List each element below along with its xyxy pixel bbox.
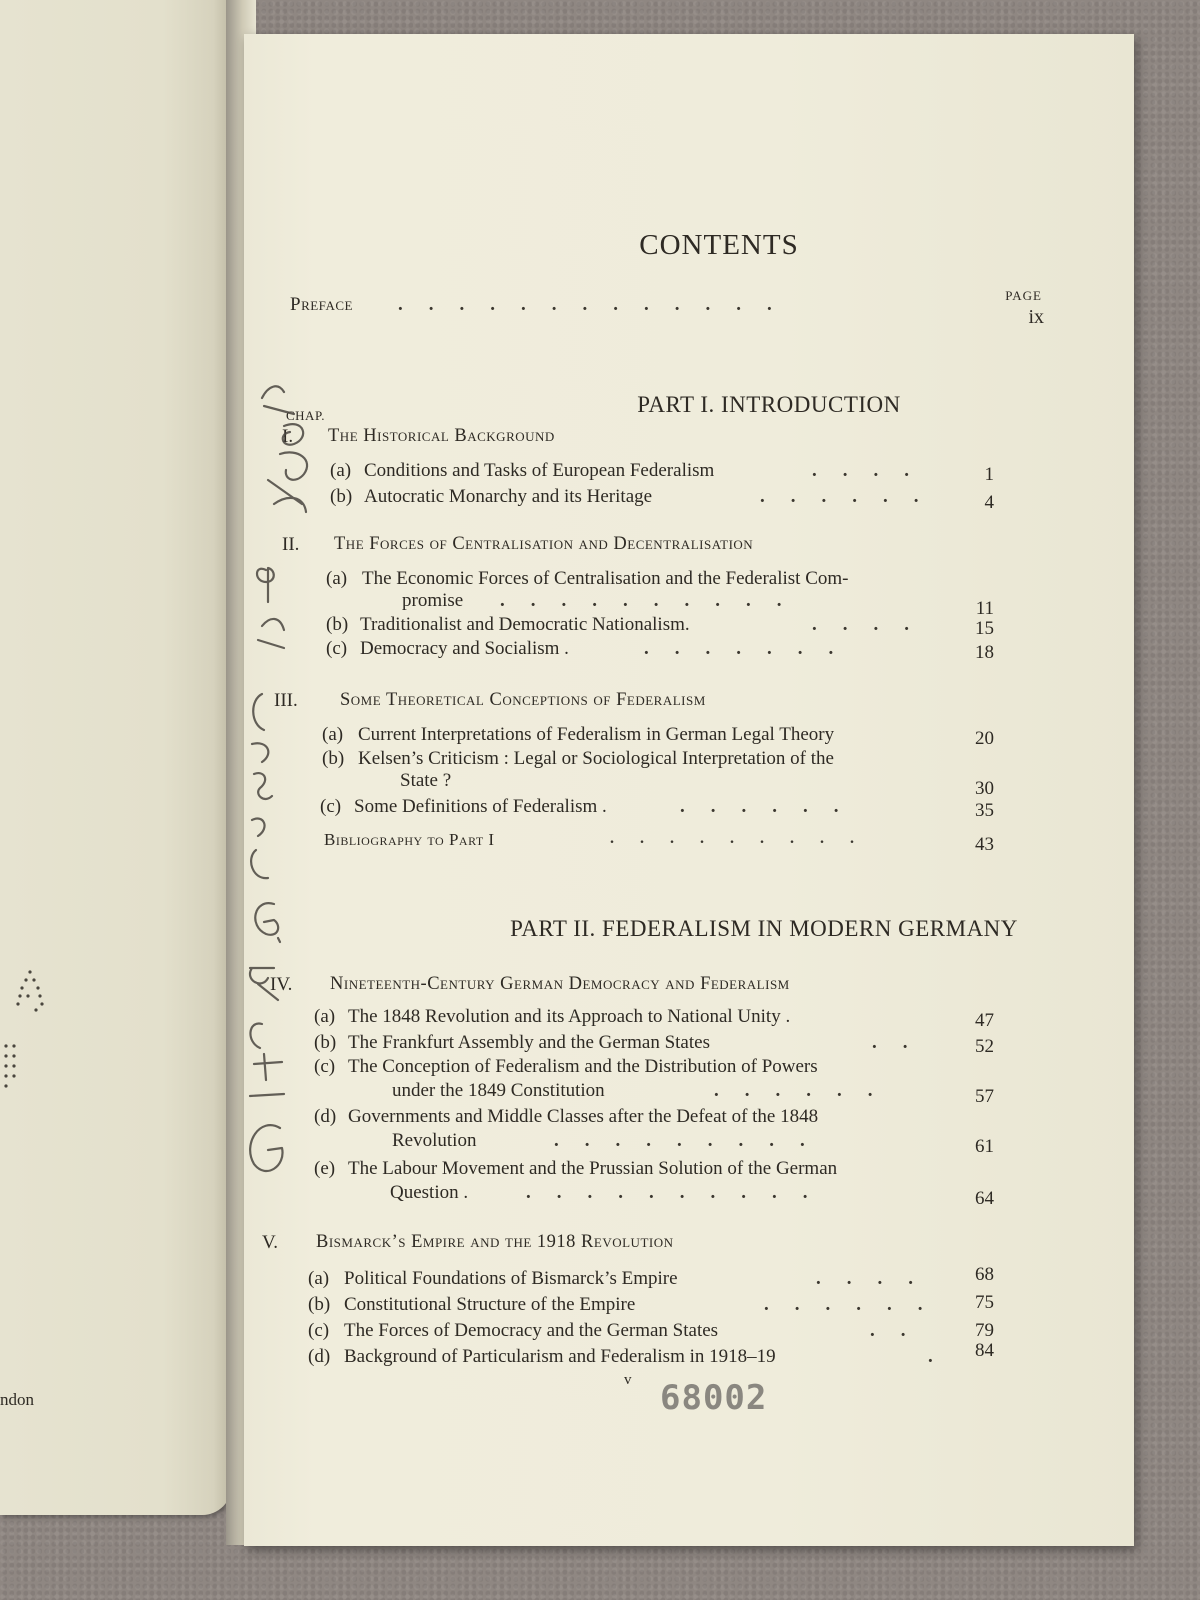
chapter-number: V. [262, 1232, 279, 1253]
leader-dots: ............. [398, 294, 798, 315]
left-page [0, 0, 232, 1515]
leader-dots: ...... [680, 796, 865, 817]
section-title-continuation: Revolution [392, 1130, 477, 1151]
section-letter: (a) [314, 1006, 336, 1027]
accession-stamp: 68002 [660, 1378, 768, 1418]
section-letter: (a) [308, 1268, 330, 1289]
chapter-title: Some Theoretical Conceptions of Federalism [340, 690, 706, 710]
section-title: The Labour Movement and the Prussian Solution of the German [348, 1158, 838, 1179]
part-2-heading: PART II. FEDERALISM IN MODERN GERMANY [510, 916, 1018, 941]
chapter-column-label: CHAP. [286, 408, 325, 423]
section-title: Kelsen’s Criticism : Legal or Sociological Interpretation of the [358, 748, 834, 769]
leader-dots: ...... [714, 1080, 899, 1101]
section-title: The Conception of Federalism and the Distribution of Powers [348, 1056, 818, 1077]
section-letter: (c) [320, 796, 342, 817]
section-title: Background of Particularism and Federalism in 1918–19 [344, 1346, 776, 1367]
chapter-title: The Forces of Centralisation and Decentralisation [334, 534, 754, 554]
section-title: Governments and Middle Classes after the Defeat of the 1848 [348, 1106, 819, 1127]
leader-dots: ...... [760, 486, 945, 507]
preface-label: Preface [290, 294, 353, 315]
section-letter: (c) [314, 1056, 336, 1077]
leader-dots: .... [812, 460, 935, 481]
section-letter: (c) [308, 1320, 330, 1341]
leader-dots: .... [812, 614, 935, 635]
section-letter: (b) [330, 486, 353, 507]
leader-dots: .... [816, 1268, 939, 1289]
section-title: Current Interpretations of Federalism in German Legal Theory [358, 724, 835, 745]
chapter-number: IV. [270, 974, 293, 995]
section-page-number: 52 [975, 1036, 994, 1057]
section-page-number: 68 [975, 1264, 994, 1285]
page-folio: v [624, 1372, 632, 1388]
section-title: Political Foundations of Bismarck’s Empire [344, 1268, 678, 1289]
section-title: The Forces of Democracy and the German States [344, 1320, 719, 1341]
section-title: The 1848 Revolution and its Approach to National Unity . [348, 1006, 791, 1027]
section-title: The Frankfurt Assembly and the German States [348, 1032, 710, 1053]
section-letter: (a) [326, 568, 348, 589]
section-title: Some Definitions of Federalism . [354, 796, 607, 817]
section-letter: (a) [330, 460, 352, 481]
section-letter: (d) [314, 1106, 337, 1127]
section-title: Conditions and Tasks of European Federalism [364, 460, 715, 481]
left-page-text-fragment: ndon [0, 1390, 34, 1409]
left-page-print-bleed [0, 968, 50, 1108]
section-page-number: 35 [975, 800, 994, 821]
section-page-number: 75 [975, 1292, 994, 1313]
chapter-number: I. [282, 426, 294, 447]
section-letter: (e) [314, 1158, 336, 1179]
section-title: Autocratic Monarchy and its Heritage [364, 486, 653, 507]
section-letter: (c) [326, 638, 348, 659]
leader-dots: ....... [644, 638, 860, 659]
chapter-title: The Historical Background [328, 426, 555, 446]
bibliography-entry [324, 830, 495, 850]
section-page-number: 84 [975, 1340, 994, 1361]
section-page-number: 61 [975, 1136, 994, 1157]
leader-dots: .. [872, 1032, 934, 1053]
section-title: Democracy and Socialism . [360, 638, 569, 659]
section-letter: (b) [322, 748, 345, 769]
section-title-continuation: promise [402, 590, 464, 611]
section-page-number: 15 [975, 618, 994, 639]
section-page-number: 30 [975, 778, 994, 799]
section-title: Traditionalist and Democratic Nationalism. [360, 614, 690, 635]
section-page-number: 47 [975, 1010, 994, 1031]
leader-dots: .......... [526, 1182, 834, 1203]
chapter-title: Nineteenth-Century German Democracy and Federalism [330, 974, 790, 994]
section-letter: (b) [326, 614, 349, 635]
section-page-number: 20 [975, 728, 994, 749]
section-page-number: 18 [975, 642, 994, 663]
section-title-continuation: State ? [400, 770, 452, 791]
section-page-number: 64 [975, 1188, 994, 1209]
section-letter: (b) [314, 1032, 337, 1053]
section-letter: (b) [308, 1294, 331, 1315]
leader-dots: ......... [610, 830, 880, 847]
leader-dots: .. [870, 1320, 932, 1341]
section-letter: (a) [322, 724, 344, 745]
leader-dots: ......... [554, 1130, 831, 1151]
section-page-number: 79 [975, 1320, 994, 1341]
preface-entry [290, 294, 1024, 316]
chapter-title: Bismarck’s Empire and the 1918 Revolution [316, 1232, 674, 1252]
contents-page [244, 34, 1134, 1546]
section-page-number: 4 [984, 492, 994, 513]
preface-page-number: ix [1028, 306, 1044, 328]
bibliography-label: Bibliography to Part I [324, 830, 495, 849]
leader-dots: ...... [764, 1294, 949, 1315]
page-column-header: PAGE [1005, 288, 1042, 303]
part-1-heading: PART I. INTRODUCTION [637, 392, 901, 417]
page-title: CONTENTS [639, 229, 799, 261]
section-page-number: 11 [975, 598, 994, 619]
chapter-number: II. [282, 534, 300, 555]
section-title-continuation: Question . [390, 1182, 469, 1203]
section-page-number: 43 [975, 834, 994, 855]
section-letter: (d) [308, 1346, 331, 1367]
leader-dots: .......... [500, 590, 808, 611]
section-title: Constitutional Structure of the Empire [344, 1294, 636, 1315]
section-page-number: 57 [975, 1086, 994, 1107]
section-title: The Economic Forces of Centralisation and the Federalist Com- [362, 568, 849, 589]
chapter-number: III. [274, 690, 298, 711]
section-title-continuation: under the 1849 Constitution [392, 1080, 605, 1101]
leader-dots: . [928, 1346, 959, 1367]
section-page-number: 1 [984, 464, 994, 485]
